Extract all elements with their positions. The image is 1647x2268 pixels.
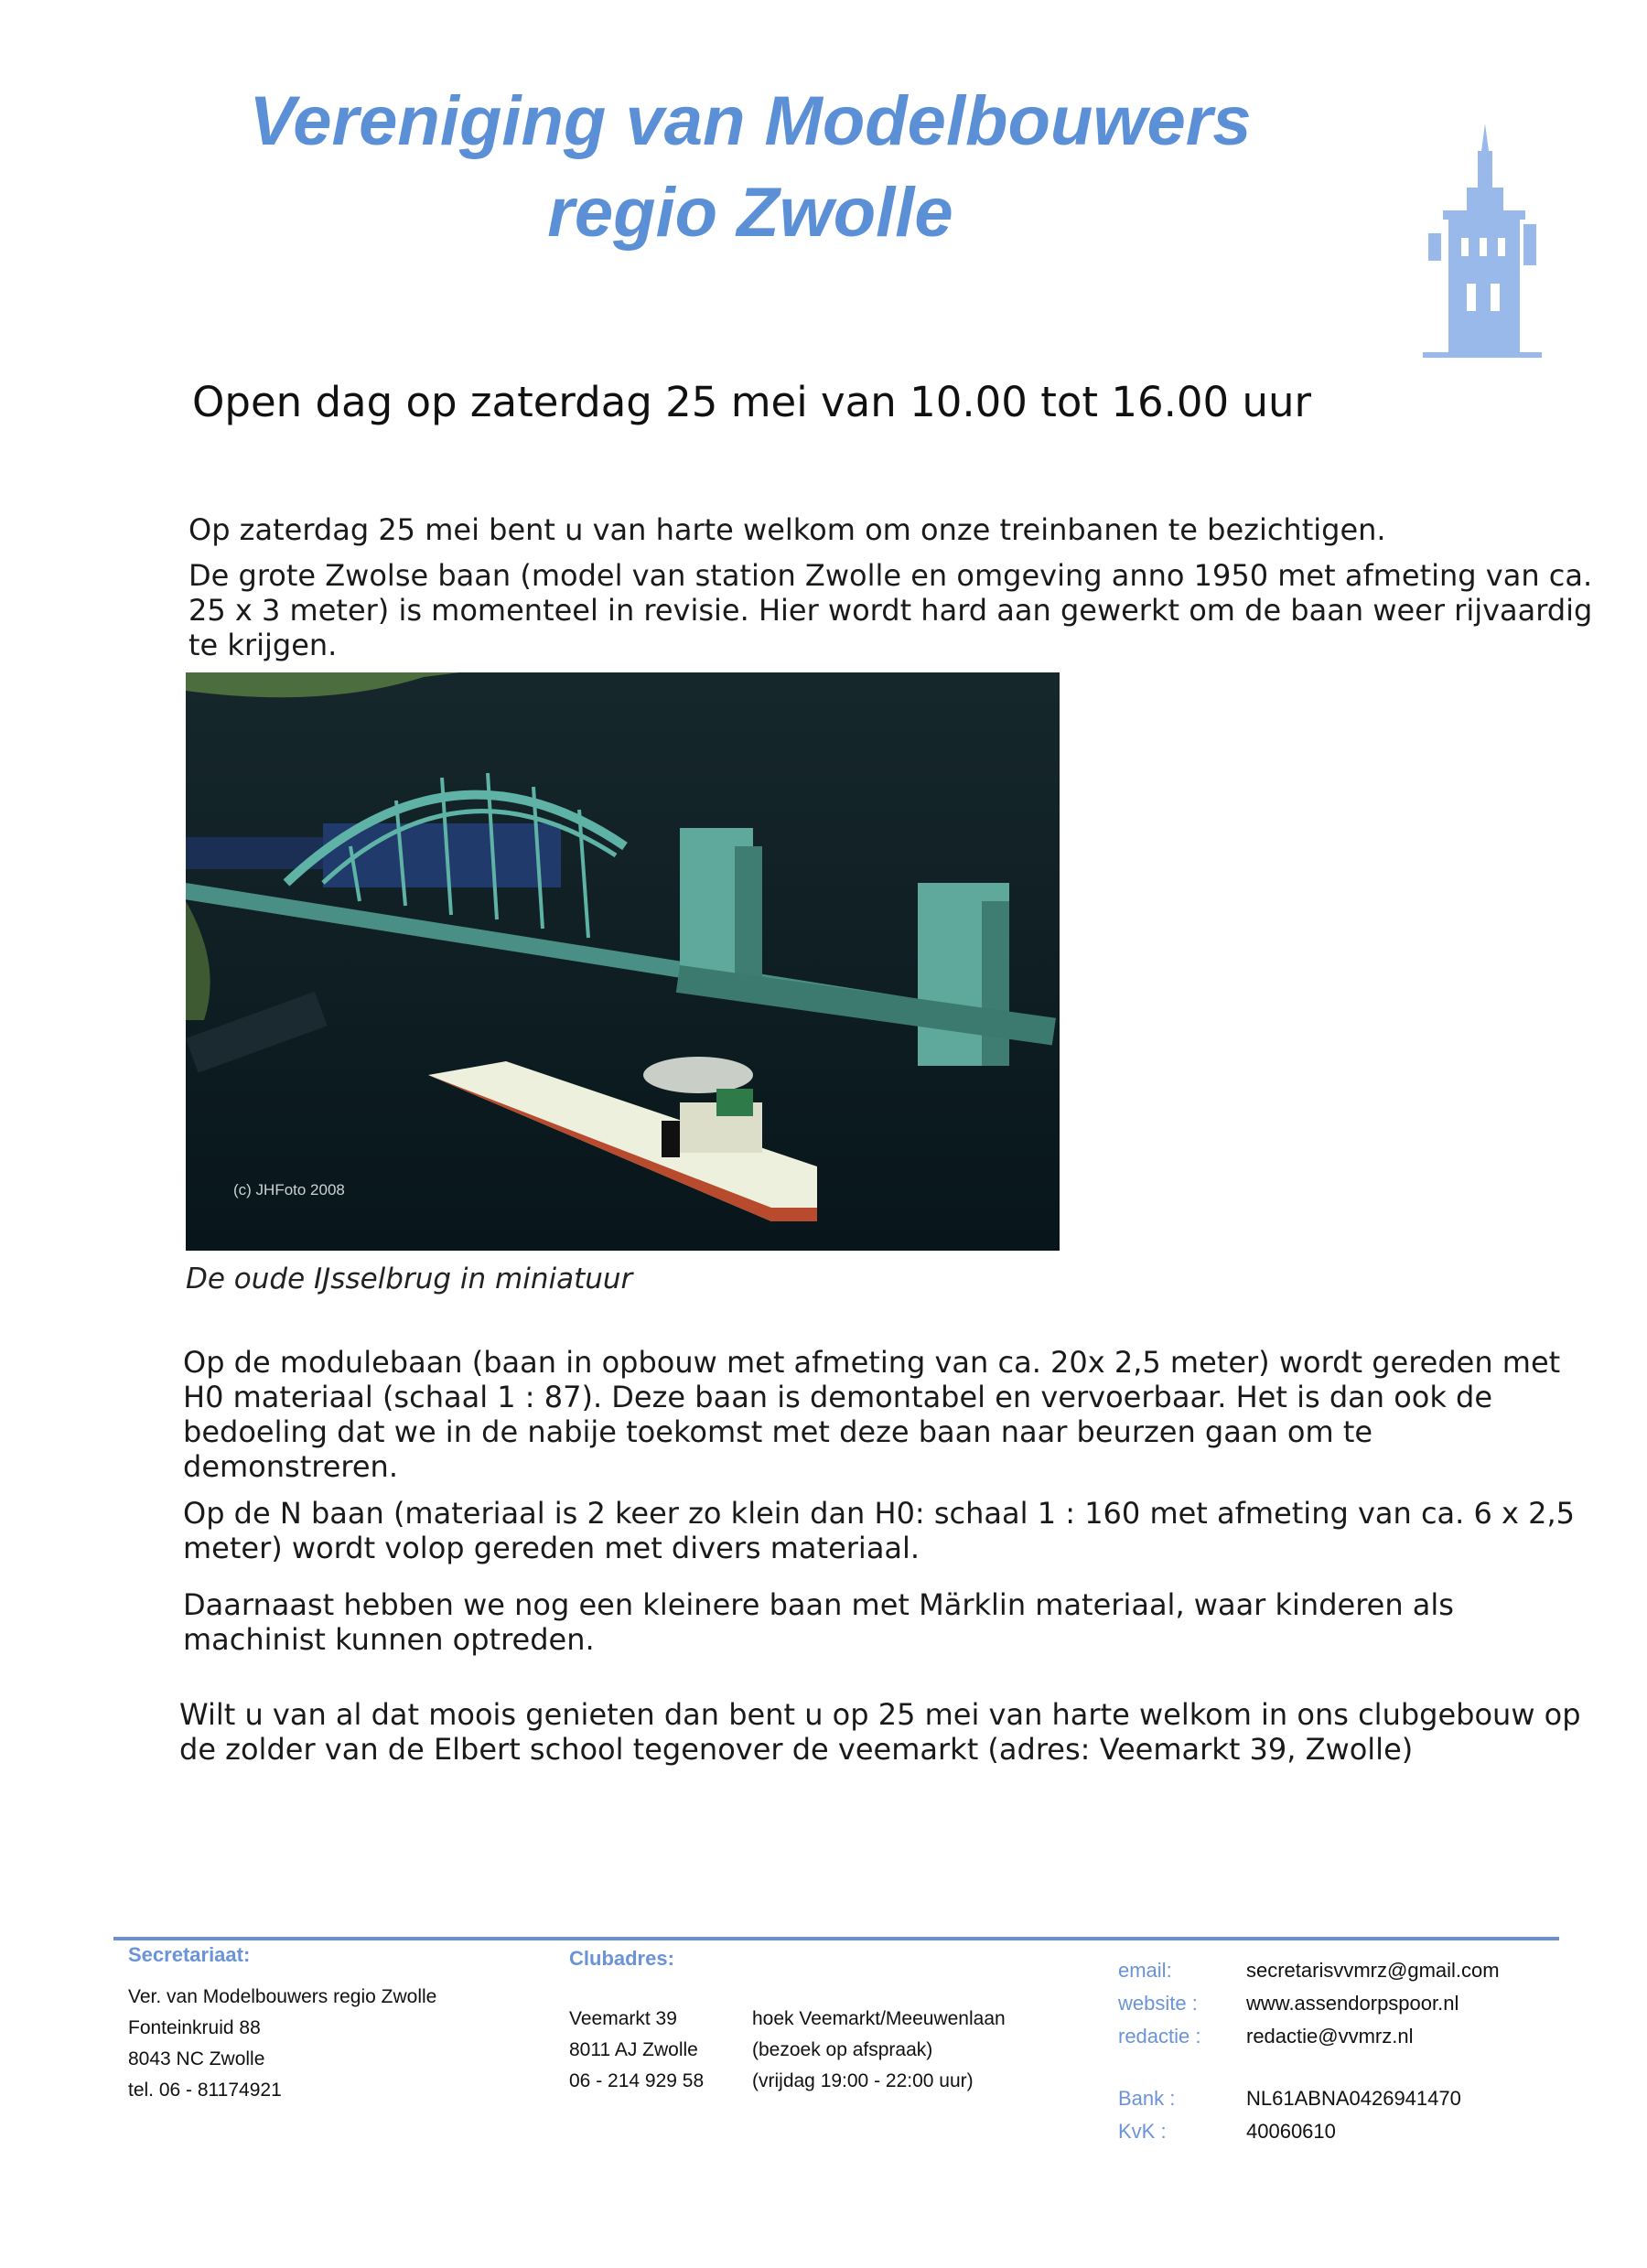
footer-secretariaat bbox=[128, 1940, 436, 2106]
footer-clubadres-notes bbox=[752, 2004, 1006, 2097]
invitation-paragraph: Wilt u van al dat moois genieten dan bent u op 25 mei van harte welkom in ons clubgebouw op de zolder van de Elbert school tegenover de veemarkt (adres: Veemarkt 39, Zwolle) bbox=[179, 1697, 1581, 1767]
redactie-email-link[interactable]: redactie@vvmrz.nl bbox=[1246, 2025, 1414, 2048]
secretariaat-heading: Secretariaat: bbox=[128, 1943, 251, 1966]
website-link[interactable]: www.assendorpspoor.nl bbox=[1246, 1992, 1459, 2015]
clubadres-note: (bezoek op afspraak) bbox=[752, 2039, 933, 2060]
clubadres-line: 8011 AJ Zwolle bbox=[569, 2039, 698, 2060]
marklin-paragraph: Daarnaast hebben we nog een kleinere baan met Märklin materiaal, waar kinderen als machinist kunnen optreden. bbox=[183, 1587, 1454, 1657]
clubadres-heading: Clubadres: bbox=[569, 1947, 674, 1970]
bank-account: NL61ABNA0426941470 bbox=[1246, 2087, 1461, 2110]
secretariaat-line: Fonteinkruid 88 bbox=[128, 2017, 261, 2038]
footer-bank-labels bbox=[1118, 2082, 1175, 2148]
kvk-number: 40060610 bbox=[1246, 2120, 1336, 2143]
secretariaat-line: tel. 06 - 81174921 bbox=[128, 2080, 282, 2101]
photo-caption: De oude IJsselbrug in miniatuur bbox=[186, 1263, 633, 1295]
clubadres-line: 06 - 214 929 58 bbox=[569, 2070, 705, 2091]
footer-bank-values bbox=[1246, 2082, 1461, 2148]
club-title-line2: regio Zwolle bbox=[547, 174, 953, 252]
footer-contact-labels bbox=[1118, 1954, 1201, 2053]
photo-credit: (c) JHFoto 2008 bbox=[233, 1181, 345, 1198]
website-label: website : bbox=[1118, 1992, 1198, 2015]
email-label: email: bbox=[1118, 1959, 1172, 1982]
footer-clubadres-address bbox=[569, 2004, 704, 2097]
email-link[interactable]: secretarisvvmrz@gmail.com bbox=[1246, 1959, 1500, 1982]
bridge-photo bbox=[186, 672, 1060, 1251]
clubadres-line: Veemarkt 39 bbox=[569, 2008, 677, 2029]
secretariaat-line: 8043 NC Zwolle bbox=[128, 2048, 265, 2069]
zwolse-baan-paragraph: De grote Zwolse baan (model van station Zwolle en omgeving anno 1950 met afmeting van ca. 25 x 3 meter) is momenteel in revisie. Hier wordt hard aan gewerkt om de baan weer rijvaardig te krijgen. bbox=[188, 558, 1593, 662]
footer-clubadres-heading bbox=[569, 1943, 674, 1974]
bank-label: Bank : bbox=[1118, 2087, 1176, 2110]
open-day-heading: Open dag op zaterdag 25 mei van 10.00 tot 16.00 uur bbox=[192, 378, 1311, 426]
intro-paragraph: Op zaterdag 25 mei bent u van harte welkom om onze treinbanen te bezichtigen. bbox=[188, 512, 1386, 547]
footer-contact-values bbox=[1246, 1954, 1500, 2053]
club-title-line1: Vereniging van Modelbouwers bbox=[249, 82, 1252, 160]
clubadres-note: (vrijdag 19:00 - 22:00 uur) bbox=[752, 2070, 974, 2091]
n-baan-paragraph: Op de N baan (materiaal is 2 keer zo klein dan H0: schaal 1 : 160 met afmeting van ca. 6 x 2,5 meter) wordt volop gereden met divers materiaal. bbox=[183, 1496, 1576, 1565]
clubadres-note: hoek Veemarkt/Meeuwenlaan bbox=[752, 2008, 1006, 2029]
redactie-label: redactie : bbox=[1118, 2025, 1201, 2048]
modulebaan-paragraph: Op de modulebaan (baan in opbouw met afmeting van ca. 20x 2,5 meter) wordt gereden met H0 materiaal (schaal 1 : 87). Deze baan is demontabel en vervoerbaar. Het is dan ook de bedoeling dat we in de nabije toekomst met deze baan naar beurzen gaan om te demonstreren. bbox=[183, 1345, 1561, 1484]
tower-logo-icon bbox=[1423, 124, 1542, 366]
secretariaat-line: Ver. van Modelbouwers regio Zwolle bbox=[128, 1986, 437, 2007]
kvk-label: KvK : bbox=[1118, 2120, 1167, 2143]
